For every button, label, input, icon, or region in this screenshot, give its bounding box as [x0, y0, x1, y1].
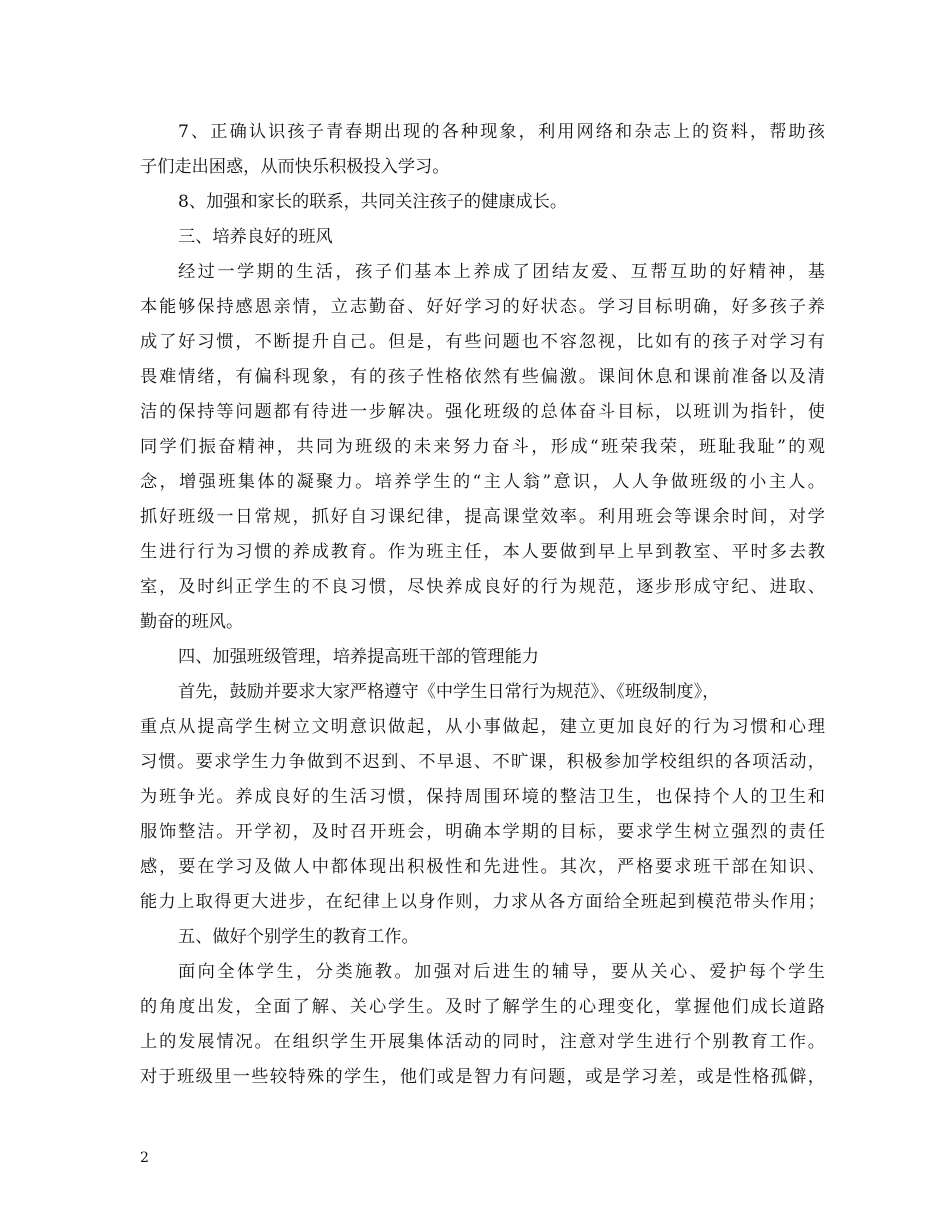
- text-line: 的角度出发，全面了解、关心学生。及时了解学生的心理变化，掌握他们成长道路: [140, 997, 825, 1017]
- text-line: 生进行行为习惯的养成教育。作为班主任，本人要做到早上早到教室、平时多去教: [140, 542, 825, 562]
- text-line: 服饰整洁。开学初，及时召开班会，明确本学期的目标，要求学生树立强烈的责任: [140, 822, 825, 842]
- text-line: 勤奋的班风。: [140, 612, 244, 632]
- text-line: 首先，鼓励并要求大家严格遵守《中学生日常行为规范》、《班级制度》，: [178, 682, 720, 702]
- text-line: 室，及时纠正学生的不良习惯，尽快养成良好的行为规范，逐步形成守纪、进取、: [140, 577, 825, 597]
- text-line: 经过一学期的生活，孩子们基本上养成了团结友爱、互帮互助的好精神，基: [178, 262, 825, 282]
- section-heading: 三、培养良好的班风: [178, 227, 333, 247]
- text-line: 8、加强和家长的联系，共同关注孩子的健康成长。: [178, 192, 568, 212]
- text-line: 念，增强班集体的凝聚力。培养学生的“主人翁”意识，人人争做班级的小主人。: [140, 472, 825, 492]
- text-line: 同学们振奋精神，共同为班级的未来努力奋斗，形成“班荣我荣，班耻我耻”的观: [140, 437, 825, 457]
- text-line: 为班争光。养成良好的生活习惯，保持周围环境的整洁卫生，也保持个人的卫生和: [140, 787, 825, 807]
- text-line: 面向全体学生，分类施教。加强对后进生的辅导，要从关心、爱护每个学生: [178, 962, 825, 982]
- text-line: 子们走出困惑，从而快乐积极投入学习。: [140, 157, 450, 177]
- section-heading: 五、做好个别学生的教育工作。: [178, 927, 419, 947]
- text-line: 习惯。要求学生力争做到不迟到、不早退、不旷课，积极参加学校组织的各项活动，: [140, 752, 825, 772]
- body-text: [140, 115, 825, 1095]
- text-line: 能力上取得更大进步，在纪律上以身作则，力求从各方面给全班起到模范带头作用；: [140, 892, 825, 912]
- text-line: 畏难情绪，有偏科现象，有的孩子性格依然有些偏激。课间休息和课前准备以及清: [140, 367, 825, 387]
- text-line: 洁的保持等问题都有待进一步解决。强化班级的总体奋斗目标，以班训为指针，使: [140, 402, 825, 422]
- text-line: 本能够保持感恩亲情，立志勤奋、好好学习的好状态。学习目标明确，好多孩子养: [140, 297, 825, 317]
- text-line: 上的发展情况。在组织学生开展集体活动的同时，注意对学生进行个别教育工作。: [140, 1032, 825, 1052]
- text-line: 7、正确认识孩子青春期出现的各种现象，利用网络和杂志上的资料，帮助孩: [178, 122, 825, 142]
- text-line: 对于班级里一些较特殊的学生，他们或是智力有问题，或是学习差，或是性格孤僻，: [140, 1067, 825, 1087]
- section-heading: 四、加强班级管理，培养提高班干部的管理能力: [178, 647, 539, 667]
- text-line: 感，要在学习及做人中都体现出积极性和先进性。其次，严格要求班干部在知识、: [140, 857, 825, 877]
- text-line: 抓好班级一日常规，抓好自习课纪律，提高课堂效率。利用班会等课余时间，对学: [140, 507, 825, 527]
- page-number: 2: [140, 1150, 149, 1166]
- text-line: 重点从提高学生树立文明意识做起，从小事做起，建立更加良好的行为习惯和心理: [140, 717, 825, 737]
- text-line: 成了好习惯，不断提升自己。但是，有些问题也不容忽视，比如有的孩子对学习有: [140, 332, 825, 352]
